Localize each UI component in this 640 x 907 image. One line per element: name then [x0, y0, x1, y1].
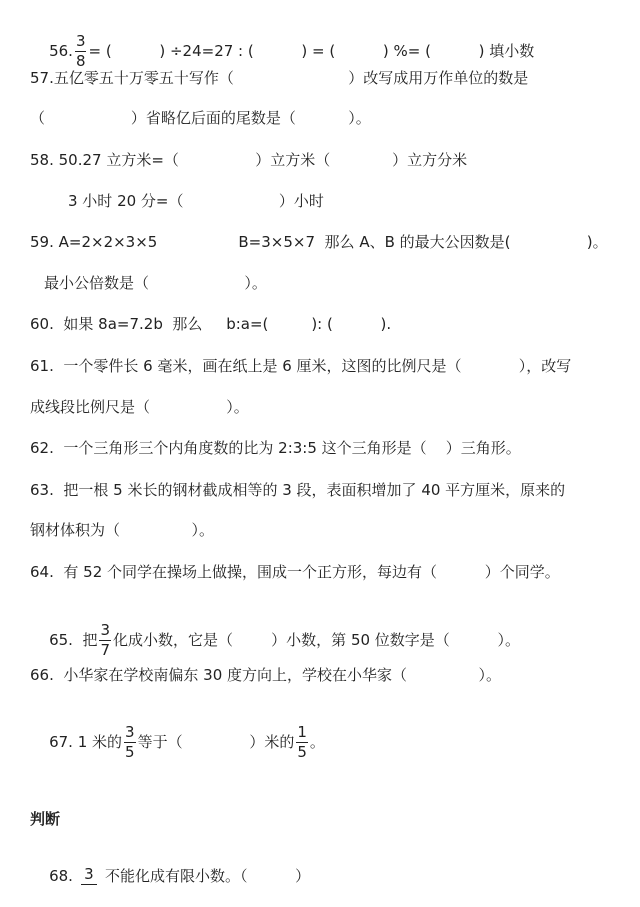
- section-heading: 判断: [30, 810, 61, 828]
- fraction-3-7: $\frac{3}{7}$: [100, 621, 111, 659]
- question-62: 62. 一个三角形三个内角度数的比为 2:3:5 这个三角形是（ ）三角形。: [30, 439, 521, 457]
- question-68: 68. 3 不能化成有限小数。（ ）: [49, 864, 311, 885]
- question-58-line1: 58. 50.27 立方米=（ ）立方米（ ）立方分米: [30, 151, 468, 169]
- fraction-3-5: $\frac{3}{5}$: [125, 723, 135, 761]
- fraction-3-8: $\frac{3}{8}$: [75, 32, 86, 70]
- question-59-line2: 最小公倍数是（ ）。: [44, 274, 267, 292]
- question-57-line2: （ ）省略亿后面的尾数是（ ）。: [30, 109, 371, 127]
- question-58-line2: 3 小时 20 分=（ ）小时: [68, 192, 324, 210]
- question-57-line1: 57.五亿零五十万零五十写作（ ）改写成用万作单位的数是: [30, 69, 529, 87]
- question-67: 67. 1 米的 $\frac{3}{5}$ 等于（ ）米的 $\frac{1}{5}$ 。: [49, 723, 325, 761]
- question-number: 56.: [49, 42, 73, 60]
- question-64: 64. 有 52 个同学在操场上做操，围成一个正方形，每边有（ ）个同学。: [30, 563, 560, 581]
- question-text: = ( ) ÷24=27 : ( ) = ( ) %= ( ) 填小数: [88, 42, 535, 60]
- fraction-1-5: $\frac{1}{5}$: [297, 723, 307, 761]
- question-60: 60. 如果 8a=7.2b 那么 b:a=( ): ( ).: [30, 315, 392, 333]
- question-61-line2: 成线段比例尺是（ ）。: [30, 398, 249, 416]
- question-61-line1: 61. 一个零件长 6 毫米，画在纸上是 6 厘米，这图的比例尺是（ ），改写: [30, 357, 572, 375]
- question-65: 65. 把 $\frac{3}{7}$ 化成小数，它是（ ）小数，第 50 位数字是（ ）。: [49, 621, 520, 659]
- question-63-line1: 63. 把一根 5 米长的钢材截成相等的 3 段，表面积增加了 40 平方厘米，原来的: [30, 481, 566, 499]
- question-66: 66. 小华家在学校南偏东 30 度方向上，学校在小华家（ ）。: [30, 666, 502, 684]
- question-63-line2: 钢材体积为（ ）。: [30, 521, 215, 539]
- fraction-3-partial: 3: [81, 867, 97, 887]
- question-59-line1: 59. A=2×2×3×5 B=3×5×7 那么 A、B 的最大公因数是( )。: [30, 233, 608, 251]
